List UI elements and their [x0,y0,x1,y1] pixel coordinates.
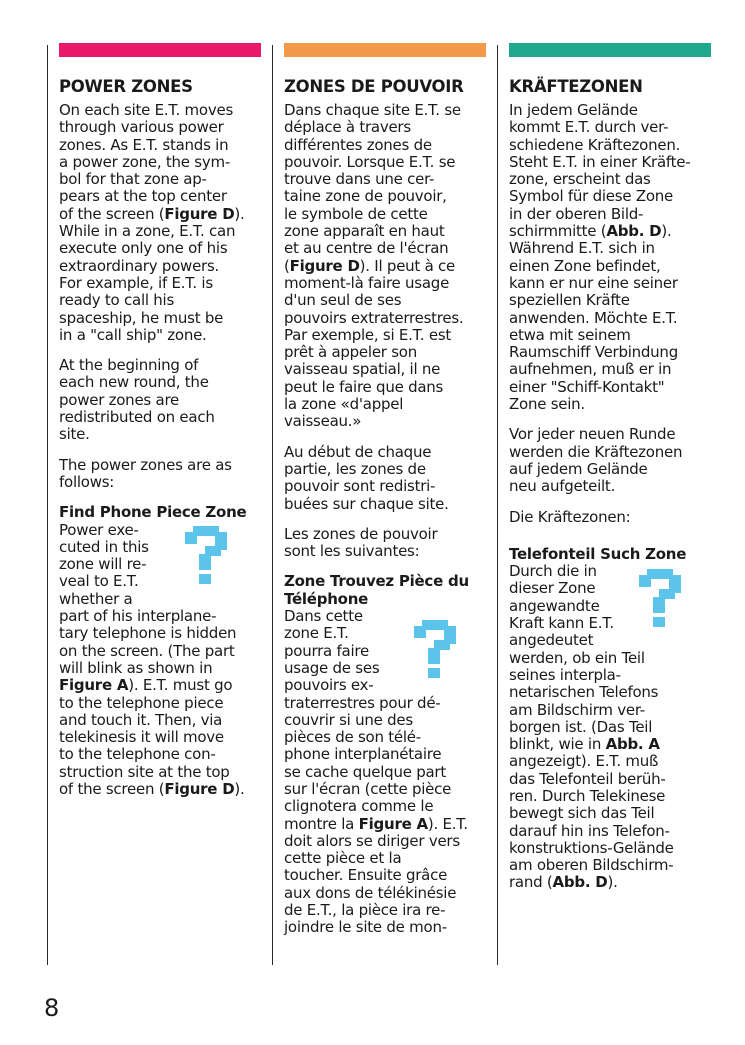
question-mark-icon [410,618,460,682]
page-number: 8 [44,994,60,1022]
column-divider-2 [497,45,498,965]
section-title-french: ZONES DE POUVOIR [284,77,464,96]
zone-subtitle: Téléphone [284,589,369,608]
figure-ref: Abb. D [606,222,662,241]
paragraph-round: Au début de chaque partie, les zones de pouvoir sont redistri- buées sur chaque site. [284,442,449,513]
paragraph-list-intro: Les zones de pouvoir sont les suivantes: [284,524,438,561]
paragraph-intro: Dans chaque site E.T. se déplace à travers différentes zones de pouvoir. Lorsque E.T. se trouve dans une cer- taine zone de pouvoir, le symbole de cette zone apparaît en haut et au centre de l'écran (Figure D). Il peut à ce moment-là faire usage d'un seul de ses pouvoirs extraterrestres. Par exemple, si E.T. est prêt à appeler son vaisseau spatial, il ne peut le faire que dans la zone «d'appel vaisseau.» [284,101,464,431]
figure-ref: Figure D [164,204,235,223]
column-divider-left [47,45,48,965]
zone-subtitle: Telefonteil Such Zone [509,544,687,563]
figure-ref: Figure D [289,256,360,275]
zone-description: Telefonteil Such Zone Durch die in dieser Zone angewandte Kraft kann E.T. angedeutet werden, ob ein Teil seines interpla- netarischen Telefons am Bildschirm ver- borgen ist. (Das Teil blinkt, wie in Abb. A angezeigt). E.T. muß das Telefonteil berüh- ren. Durch Telekinese bewegt sich das Teil darauf hin ins Telefon- konstruktions-Gelände am oberen Bildschirm- rand (Abb. D). [509,546,711,892]
paragraph-intro: On each site E.T. moves through various power zones. As E.T. stands in a power zone, the sym- bol for that zone ap- pears at the top center of the screen (Figure D). While in a zone, E.T. can execute only one of his extraordinary powers. For example, if E.T. is ready to call his spaceship, he must be in a "call ship" zone. [59,101,245,344]
question-mark-icon [635,567,685,631]
section-title-english: POWER ZONES [59,77,193,96]
figure-ref: Abb. A [605,735,660,754]
zone-description: Zone Trouvez Pièce du Téléphone Dans cette zone E.T. pourra faire usage de ses pouvoirs ex- traterrestres pour dé- couvrir si une des pièces de son télé- phone interplanétaire se cache quelque part sur l'écran (cette pièce clignotera comme le montre la Figure A). E.T. doit alors se diriger vers cette pièce et la toucher. Ensuite grâce aux dons de télékinésie de E.T., la pièce ira re- joindre le site de mon- [284,573,486,936]
paragraph-round: At the beginning of each new round, the power zones are redistributed on each site. [59,356,215,444]
zone-subtitle: Find Phone Piece Zone [59,503,247,522]
section-title-german: KRÄFTEZONEN [509,77,643,96]
figure-ref: Figure A [59,676,129,695]
paragraph-round: Vor jeder neuen Runde werden die Kräftezonen auf jedem Gelände neu aufgeteilt. [509,425,683,496]
column-german [509,43,711,892]
color-bar-green [509,43,711,57]
question-mark-icon [181,524,231,588]
column-english [59,43,261,798]
column-divider-1 [272,45,273,965]
zone-subtitle: Zone Trouvez Pièce du [284,572,469,591]
paragraph-list-intro: Die Kräftezonen: [509,507,631,526]
paragraph-intro: In jedem Gelände kommt E.T. durch ver- schiedene Kräftezonen. Steht E.T. in einer Kräfte- zone, erscheint das Symbol für diese Zone in der oberen Bild- schirmmitte (Abb. D). Während E.T. sich in einen Zone befindet, kann er nur eine seiner speziellen Kräfte anwenden. Möchte E.T. etwa mit seinem Raumschiff Verbindung aufnehmen, muß er in einer "Schiff-Kontakt" Zone sein. [509,101,691,414]
column-french [284,43,486,937]
figure-ref: Abb. D [552,873,608,892]
paragraph-list-intro: The power zones are as follows: [59,455,232,491]
zone-description: Find Phone Piece Zone Power exe- cuted in this zone will re- veal to E.T. whether a part of his interplane- tary telephone is hidden on the screen. (The part will blink as shown in Figure A). E.T. must go to the telephone piece and touch it. Then, via telekinesis it will move to the telephone con- struction site at the top of the screen (Figure D). [59,504,261,798]
figure-ref: Figure D [164,779,235,798]
color-bar-orange [284,43,486,57]
figure-ref: Figure A [358,814,428,833]
color-bar-pink [59,43,261,57]
